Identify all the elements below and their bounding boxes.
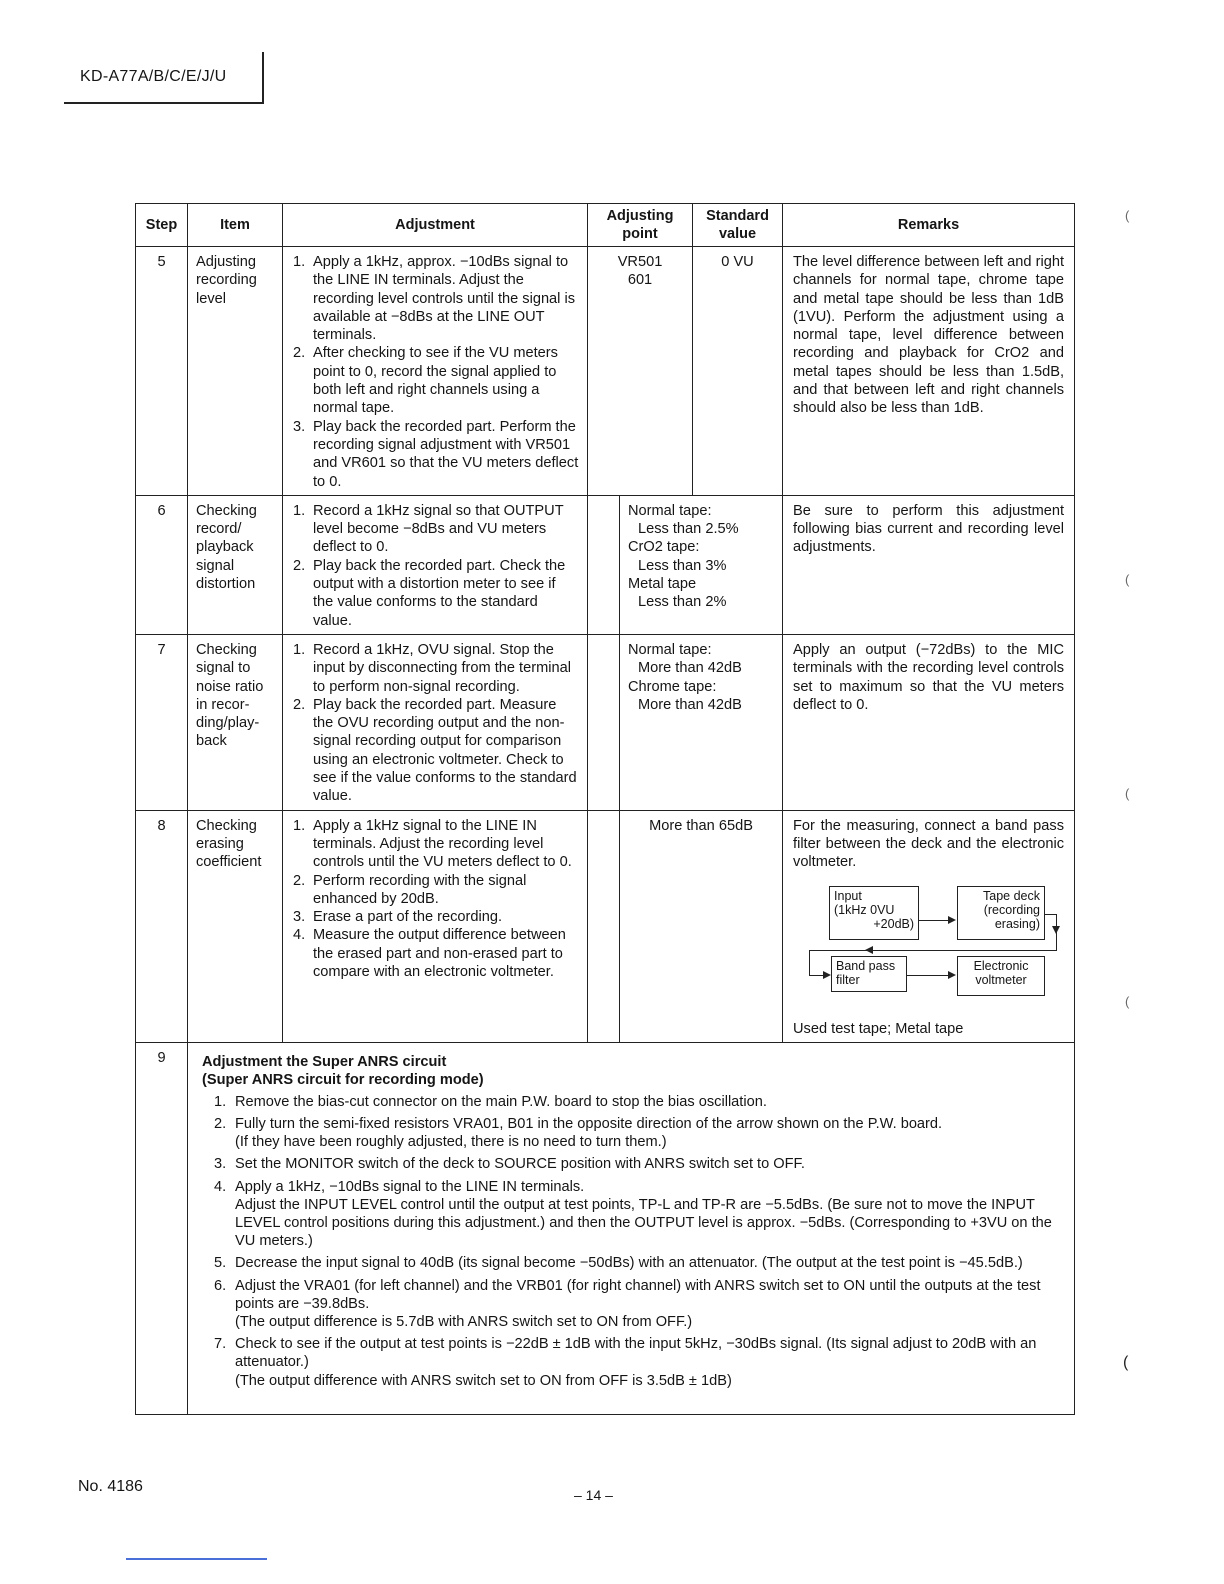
diagram-connector xyxy=(907,975,949,976)
standard-value-cell: More than 65dB xyxy=(620,810,783,1042)
table-row xyxy=(136,634,1075,810)
arrow-left-icon xyxy=(865,946,873,954)
used-test-tape: Used test tape; Metal tape xyxy=(793,1020,964,1037)
diagram-connector xyxy=(919,920,949,921)
model-number: KD-A77A/B/C/E/J/U xyxy=(80,68,227,85)
list-item: 6. Adjust the VRA01 (for left channel) and the VRB01 (for right channel) with ANRS switch set to ON until the outputs at the test points are −39.8dBs. (The output difference is 5.7dB with ANRS switch set to ON from OFF.) xyxy=(214,1277,1041,1331)
item-cell: Checking erasing coefficient xyxy=(188,810,283,1042)
remarks-cell: Apply an output (−72dBs) to the MIC terminals with the recording level controls set to maximum so that the VU meters deflect to 0. xyxy=(783,634,1075,810)
section-subtitle: (Super ANRS circuit for recording mode) xyxy=(202,1071,484,1088)
list-item: 1. Apply a 1kHz, approx. −10dBs signal to the LINE IN terminals. Adjust the recording level controls until the signal is available at −8dBs at the LINE OUT terminals. xyxy=(293,254,576,344)
table-row xyxy=(136,810,1075,1042)
remarks-cell: For the measuring, connect a band pass filter between the deck and the electronic voltmeter. Input (1kHz 0VU +20dB) Tape deck (recording erasing) Band pass filter Electronic voltmeter Used test tape; Metal tape xyxy=(783,810,1075,1042)
arrow-right-icon xyxy=(948,971,956,979)
remarks-cell: Be sure to perform this adjustment following bias current and recording level adjustments. xyxy=(783,495,1075,634)
header-item: Item xyxy=(188,204,283,247)
adjustment-cell xyxy=(283,495,588,634)
item-cell: Checking signal to noise ratio in recor- ding/play- back xyxy=(188,634,283,810)
step-number: 8 xyxy=(136,810,188,1042)
table-row xyxy=(136,247,1075,496)
diagram-input-box: Input (1kHz 0VU +20dB) xyxy=(829,886,919,940)
step-number: 7 xyxy=(136,634,188,810)
arrow-down-icon xyxy=(1052,926,1060,934)
list-item: 1. Record a 1kHz, OVU signal. Stop the input by disconnecting from the terminal to perform non-signal recording. xyxy=(293,641,571,695)
standard-value-cell: Normal tape: More than 42dB Chrome tape: More than 42dB xyxy=(620,634,783,810)
adjustment-cell xyxy=(283,634,588,810)
adjustment-table xyxy=(135,203,1075,1415)
empty-cell xyxy=(588,495,620,634)
scan-mark: ( xyxy=(1123,1354,1129,1371)
header-remarks: Remarks xyxy=(783,204,1075,247)
header-step: Step xyxy=(136,204,188,247)
adjustment-cell xyxy=(283,247,588,496)
step-number: 5 xyxy=(136,247,188,496)
arrow-right-icon xyxy=(823,971,831,979)
adjusting-point-cell: VR501 601 xyxy=(588,247,693,496)
item-cell: Checking record/ playback signal distortion xyxy=(188,495,283,634)
table-header-row xyxy=(136,204,1075,247)
standard-value-cell: 0 VU xyxy=(693,247,783,496)
scan-mark: ( xyxy=(1125,208,1130,223)
scan-mark: ( xyxy=(1125,572,1130,587)
remarks-cell: The level difference between left and right channels for normal tape, chrome tape and metal tape should be less than 1dB (1VU). Perform the adjustment using a normal tape, level difference between recording and playback for CrO2 and metal tapes should be less than 1.5dB, and that between left and right channels should also be less than 1dB. xyxy=(783,247,1075,496)
diagram-connector xyxy=(809,950,810,976)
list-item: 3. Set the MONITOR switch of the deck to SOURCE position with ANRS switch set to OFF. xyxy=(214,1156,805,1173)
list-item: 3. Play back the recorded part. Perform the recording signal adjustment with VR501 and VR601 so that the VU meters deflect to 0. xyxy=(293,418,579,490)
list-item: 2. After checking to see if the VU meters point to 0, record the signal applied to both left and right channels using a normal tape. xyxy=(293,345,558,417)
scan-mark: ( xyxy=(1125,786,1130,801)
empty-cell xyxy=(588,810,620,1042)
header-adjusting-point: Adjusting point xyxy=(588,204,693,247)
document-number: No. 4186 xyxy=(78,1478,143,1495)
diagram-voltmeter-box: Electronic voltmeter xyxy=(957,956,1045,996)
step-number: 9 xyxy=(136,1042,188,1414)
list-item: 4. Apply a 1kHz, −10dBs signal to the LINE IN terminals. Adjust the INPUT LEVEL control until the output at test points, TP-L and TP-R are −5.5dBs. (Be sure not to move the INPUT LEVEL control positions during this adjustment.) and then the OUTPUT level is approx. −5dBs. (Corresponding to +3VU on the VU meters.) xyxy=(214,1178,1052,1250)
diagram-connector xyxy=(809,950,1057,951)
arrow-right-icon xyxy=(948,916,956,924)
scan-artifact-line xyxy=(126,1558,267,1560)
standard-value-cell: Normal tape: Less than 2.5% CrO2 tape: Less than 3% Metal tape Less than 2% xyxy=(620,495,783,634)
list-item: 2. Play back the recorded part. Measure the OVU recording output and the non-signal recording output for comparison using an electronic voltmeter. Check to see if the value conforms to the standard value. xyxy=(293,696,577,805)
diagram-band-pass-box: Band pass filter xyxy=(831,956,907,992)
list-item: 2. Perform recording with the signal enhanced by 20dB. xyxy=(293,872,527,907)
header-rule-horizontal xyxy=(64,102,264,104)
list-item: 7. Check to see if the output at test points is −22dB ± 1dB with the input 5kHz, −30dBs signal. (Its signal adjust to 20dB with an attenuator.) (The output difference with ANRS switch set to ON from OFF is 3.5dB ± 1dB) xyxy=(214,1336,1037,1389)
page-number: – 14 – xyxy=(574,1487,613,1503)
header-adjustment: Adjustment xyxy=(283,204,588,247)
list-item: 3. Erase a part of the recording. xyxy=(293,909,503,926)
list-item: 5. Decrease the input signal to 40dB (its signal become −50dBs) with an attenuator. (The output at the test point is −45.5dB.) xyxy=(214,1255,1023,1272)
table-row xyxy=(136,495,1075,634)
empty-cell xyxy=(588,634,620,810)
section-title: Adjustment the Super ANRS circuit xyxy=(202,1053,447,1070)
measurement-diagram xyxy=(809,886,1039,1006)
scan-mark: ( xyxy=(1125,994,1130,1009)
list-item: 2. Fully turn the semi-fixed resistors VRA01, B01 in the opposite direction of the arrow shown on the P.W. board. (If they have been roughly adjusted, there is no need to turn them.) xyxy=(214,1116,943,1151)
diagram-tape-deck-box: Tape deck (recording erasing) xyxy=(957,886,1045,940)
step-number: 6 xyxy=(136,495,188,634)
list-item: 1. Apply a 1kHz signal to the LINE IN terminals. Adjust the recording level controls until the VU meters deflect to 0. xyxy=(293,817,572,871)
list-item: 1. Record a 1kHz signal so that OUTPUT level become −8dBs and VU meters deflect to 0. xyxy=(293,502,564,556)
list-item: 2. Play back the recorded part. Check the output with a distortion meter to see if the value conforms to the standard value. xyxy=(293,557,566,629)
header-standard-value: Standard value xyxy=(693,204,783,247)
list-item: 1. Remove the bias-cut connector on the main P.W. board to stop the bias oscillation. xyxy=(214,1093,767,1110)
super-anrs-cell xyxy=(188,1042,1075,1414)
list-item: 4. Measure the output difference between the erased part and non-erased part to compare with an electronic voltmeter. xyxy=(293,927,566,980)
adjustment-cell xyxy=(283,810,588,1042)
item-cell: Adjusting recording level xyxy=(188,247,283,496)
header-rule-vertical xyxy=(262,52,264,103)
table-row xyxy=(136,1042,1075,1414)
